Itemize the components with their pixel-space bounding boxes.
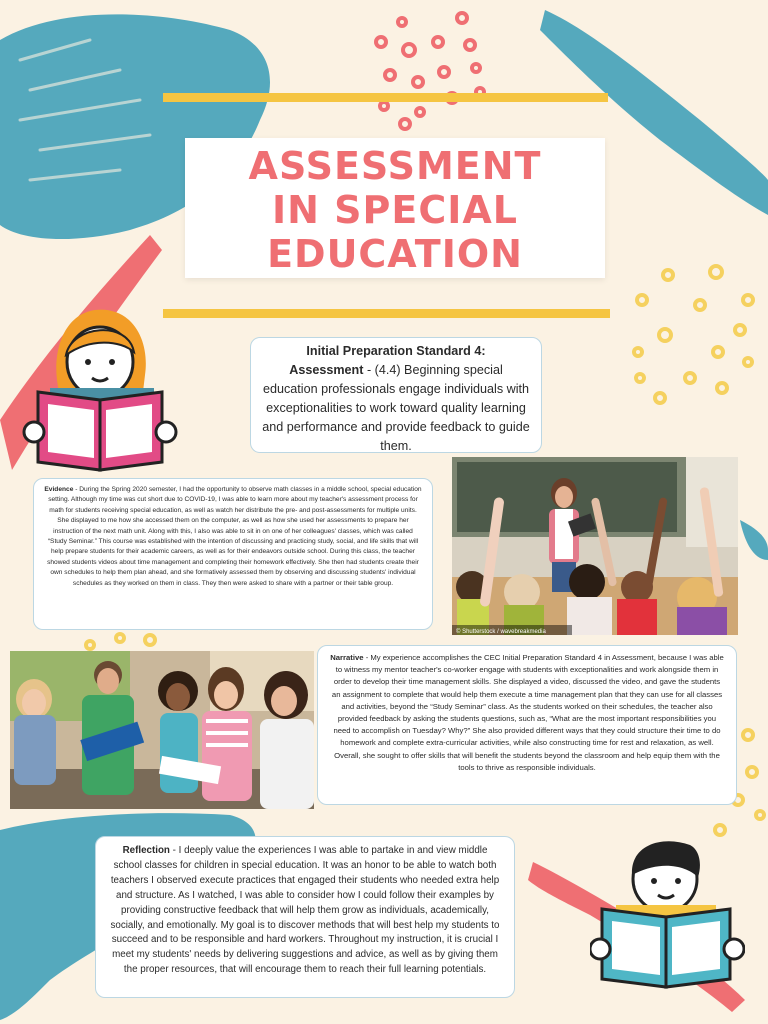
reflection-card bbox=[95, 836, 515, 998]
reflection-label: Reflection bbox=[122, 845, 170, 856]
yellow-dots bbox=[634, 266, 753, 403]
evidence-text: - During the Spring 2020 semester, I had the opportunity to observe math classes in a middle school, special education setting. Although my time was cut short due to COVID-19, I was able to learn more about my teacher's assessment process for math for students receiving special education, as well as watch her distribute the pre- and post-assessments for multiple units. She displayed to me how she accessed them on the computer, as well as how she used her assessments to prepare her instruction of the next math unit. Along with this, I also was able to sit in on one of her colleagues' classes, which was called “Study Seminar.” This course was established with the intention of discussing and practicing study, social, and life skills that will help prepare students for their academic careers, as well as for their endeavors outside school. During this class, the teacher showed students videos about time management and completing their homework effectively. She then had students create their own schedules to help them plan ahead, and she formatively assessed them by observing and discussing students' individual schedules as they worked on them in class. They then were asked to share with a partner or their table group. bbox=[47, 486, 422, 587]
standard-text: - (4.4) Beginning special education professionals engage individuals with exceptionalities to work toward quality learning and performance and provide feedback to guide them. bbox=[262, 363, 530, 453]
evidence-card bbox=[33, 478, 433, 630]
reflection-text: - I deeply value the experiences I was able to partake in and view middle school classes for children in special education. It was an honor to be able to watch both teachers I observed execute practices that engaged their students who needed extra help and structure. As I watched, I was able to consider how I could follow their examples by providing constructive feedback that will help them grow as individuals, academically, socially, and emotionally. My goal is to discover methods that will best help my students to succeed and to be responsible and hard workers. Throughout my instruction, it is crucial I meet my students' needs by delivering suggestions and advice, as well as by giving them the proper resources, that will encourage them to reach their full learning potentials. bbox=[110, 845, 500, 976]
standard-text-block bbox=[261, 361, 531, 456]
narrative-card bbox=[317, 645, 737, 805]
photo-credit: © Shutterstock / wavebreakmedia bbox=[456, 629, 546, 635]
title-line-2: IN SPECIAL bbox=[272, 188, 518, 232]
coral-dots bbox=[376, 13, 484, 129]
students-photo bbox=[10, 651, 314, 809]
girl-reading-icon bbox=[20, 300, 180, 475]
standard-label: Assessment bbox=[289, 363, 364, 377]
boy-reading-icon bbox=[590, 835, 745, 995]
classroom-photo bbox=[452, 457, 738, 635]
yellow-bar-bottom bbox=[163, 309, 610, 318]
narrative-text: - My experience accomplishes the CEC Initial Preparation Standard 4 in Assessment, because I was able to witness my mentor teacher's co-worker engage with students with exceptionalities and work alongside them in order to develop their time management skills. She displayed a video, discussed the video, and gave the students an assignment to complete that would help them execute a time management plan that they can use for all classes and activities, beyond the “Study Seminar” class. As the students worked on their schedules, the teacher also provided feedback by asking the students questions, such as, “What are the most important responsibilities you need to accomplish on Tuesday? Why?” She also provided different ways that they could structure their time to do homework and complete extra-curricular activities, while also constructing time for rest and relaxation, as well. Overall, she sought to offer skills that will benefit the students beyond the classroom and help equip them with the tools to thrive as responsible individuals. bbox=[331, 653, 724, 772]
teal-brush-right bbox=[740, 520, 768, 560]
standard-card bbox=[250, 337, 542, 453]
title-card bbox=[185, 138, 605, 278]
title-line-3: EDUCATION bbox=[267, 232, 523, 276]
title-line-1: ASSESSMENT bbox=[248, 144, 542, 188]
standard-heading: Initial Preparation Standard 4: bbox=[306, 344, 486, 358]
narrative-label: Narrative bbox=[330, 653, 364, 662]
evidence-label: Evidence bbox=[44, 486, 74, 493]
yellow-bar-top bbox=[163, 93, 608, 102]
